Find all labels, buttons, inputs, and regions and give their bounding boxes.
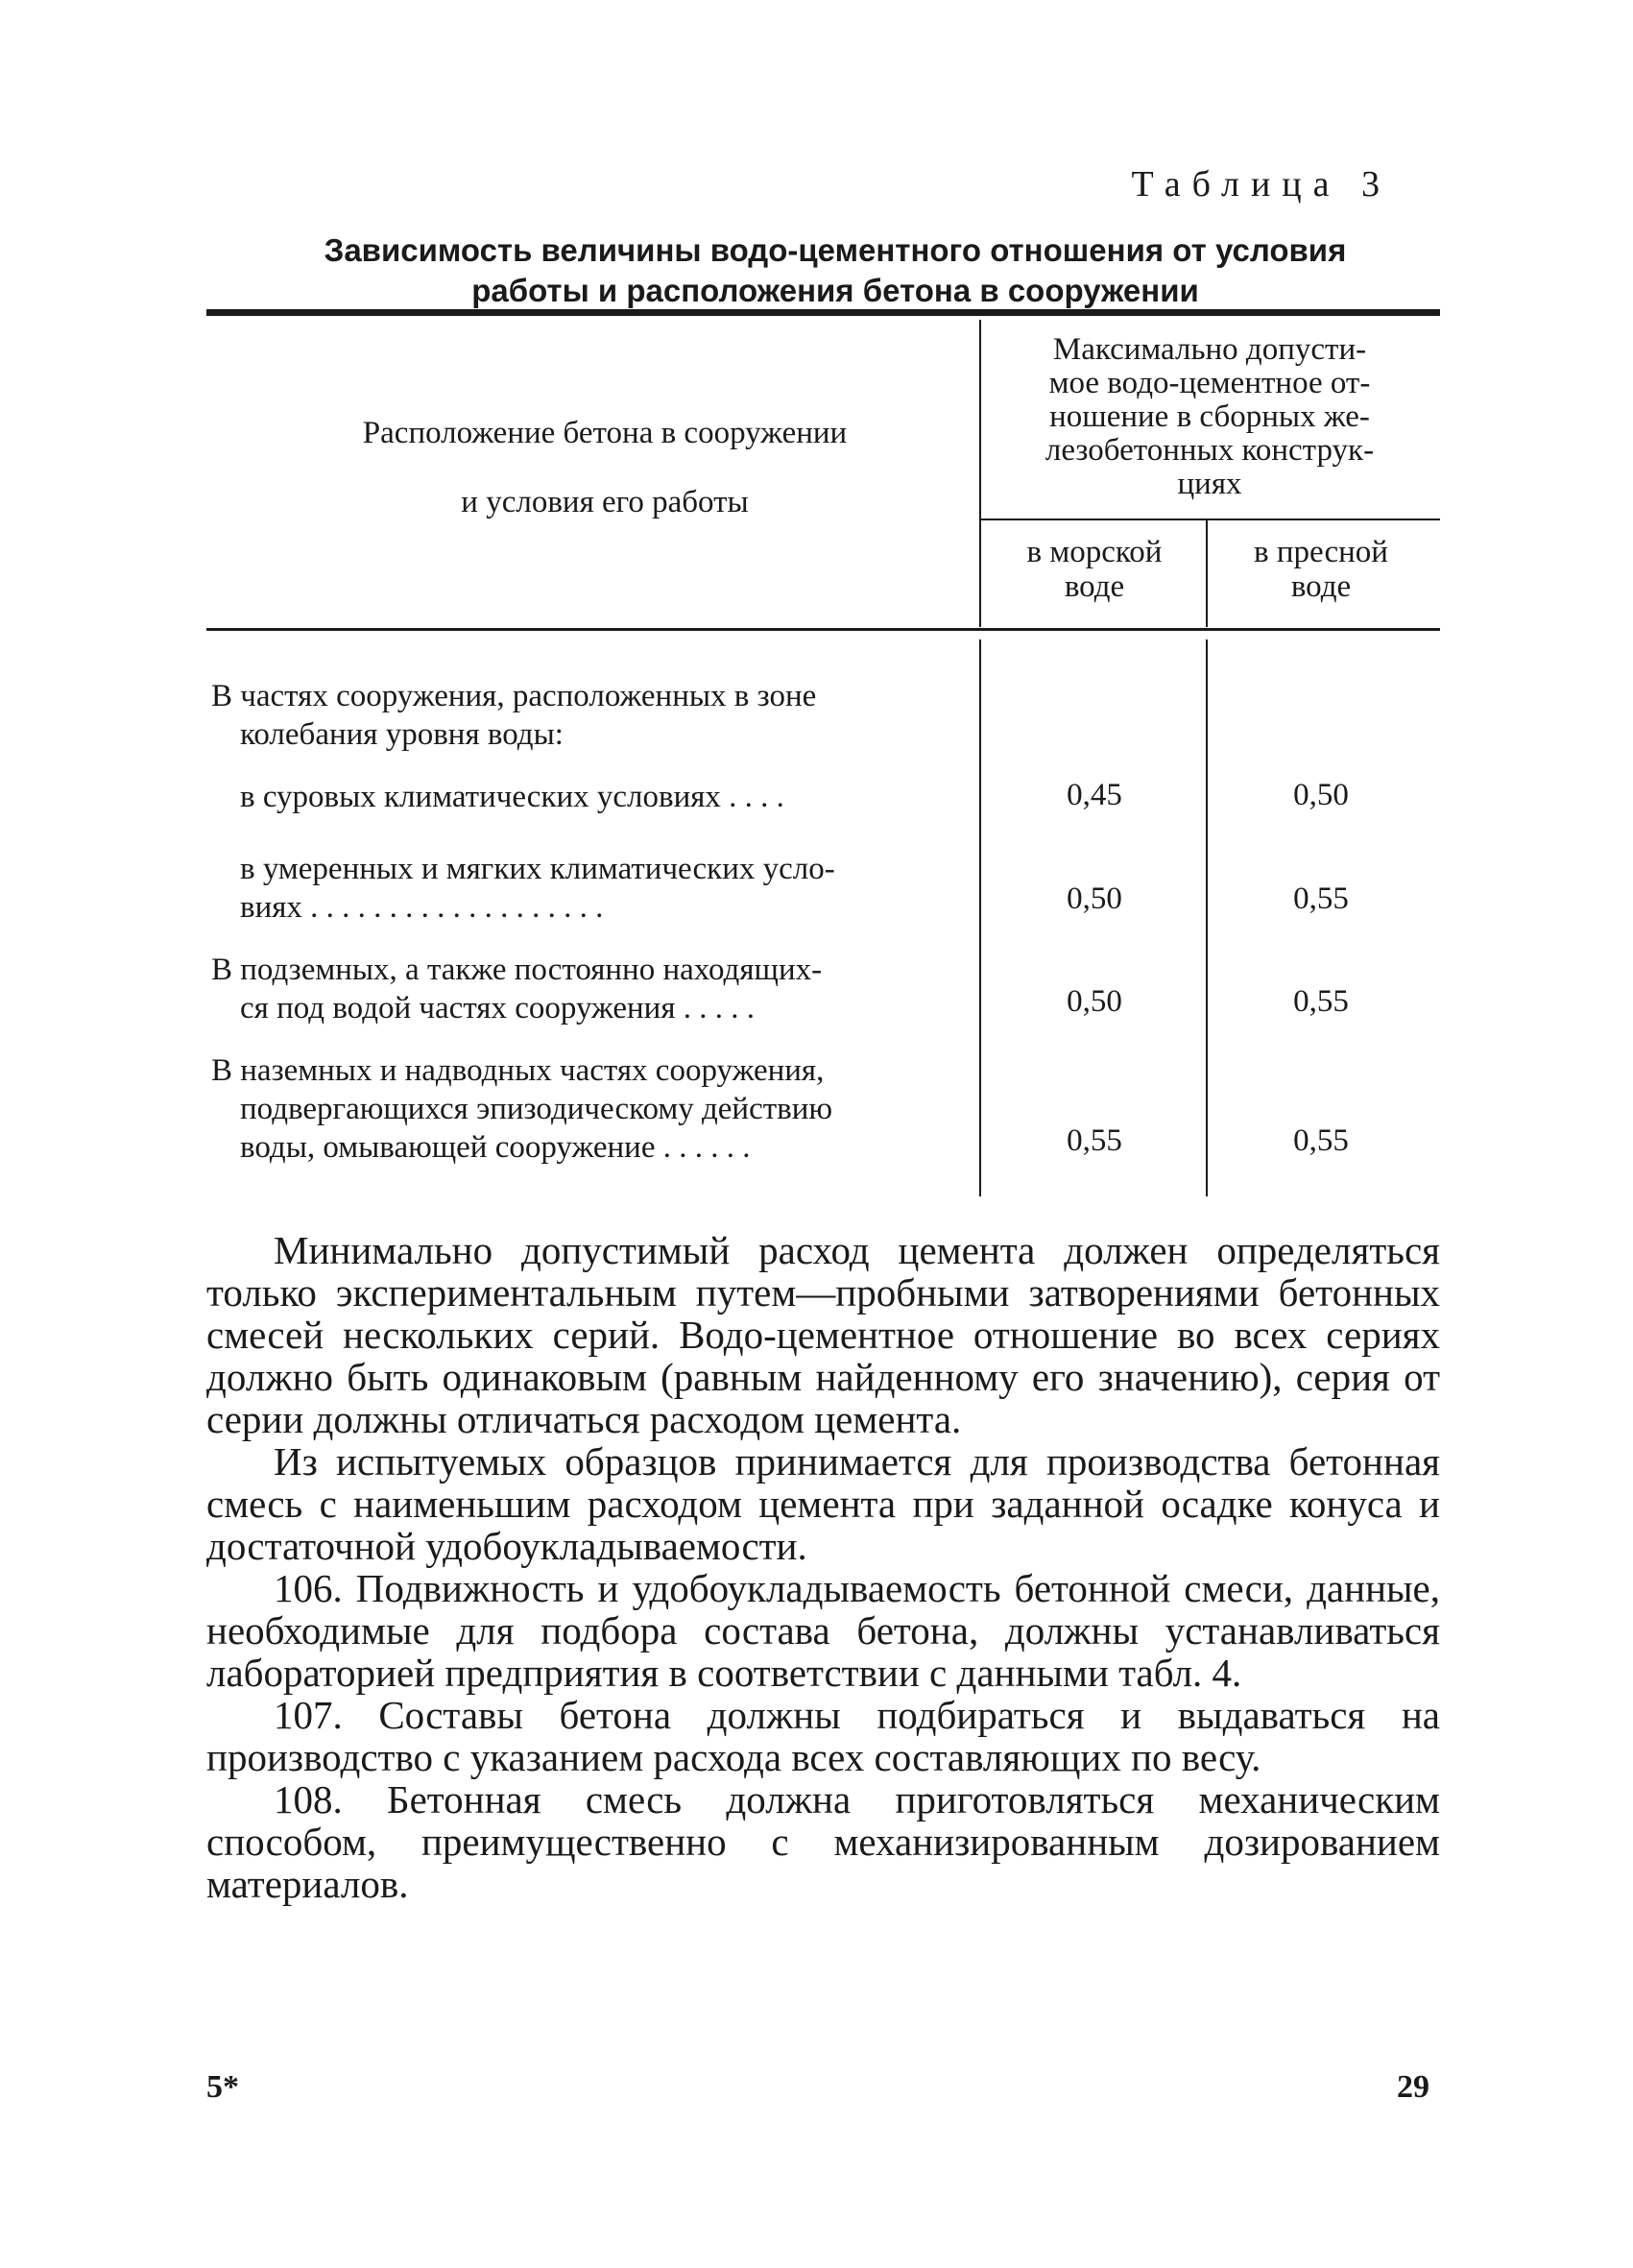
header-max-ratio-line: Максимально допусти- xyxy=(1052,332,1367,367)
header-max-ratio xyxy=(998,333,1421,501)
paragraph-min-cement: Минимально допустимый расход цемента должен определяться только экспериментальным путем—пробными затворениями бетонных смесей нескольких серий. Водо-цементное отношение во всех сериях должно быть одинаковым (равным найденному его значению), серия от серии должны отличаться расходом цемента. xyxy=(206,1228,1440,1441)
table-top-rule xyxy=(206,309,1440,316)
subheader-fresh-water xyxy=(1215,535,1427,604)
row-2-label-line-2: виях . . . . . . . . . . . . . . . . . . . xyxy=(240,890,604,925)
row-3-label-line-1: В подземных, а также постоянно находящих- xyxy=(211,953,823,987)
subheader-sea-line-1: в морской xyxy=(1026,535,1163,569)
header-max-ratio-line: ношение в сборных же- xyxy=(1049,399,1370,434)
signature-mark: 5* xyxy=(206,2069,239,2105)
subheader-sea-line-2: воде xyxy=(1064,569,1125,604)
caption-line-1: Зависимость величины водо-цементного отношения от условия xyxy=(324,232,1347,268)
subheader-fresh-line-2: воде xyxy=(1290,569,1352,604)
row-3-label-line-2: ся под водой частях сооружения . . . . . xyxy=(240,991,756,1025)
row-4-label-line-2: подвергающихся эпизодическому действию xyxy=(240,1092,833,1126)
paragraph-106: 106. Подвижность и удобоукладываемость бетонной смеси, данные, необходимые для подбора состава бетона, должны устанавливаться лабораторией предприятия в соответствии с данными табл. 4. xyxy=(206,1566,1440,1695)
table-caption xyxy=(259,230,1411,311)
row-4-label-line-3: воды, омывающей сооружение . . . . . . xyxy=(240,1130,751,1165)
row-4-label-line-1: В наземных и надводных частях сооружения, xyxy=(211,1053,825,1088)
subheader-rule xyxy=(979,519,1440,520)
table-row xyxy=(211,951,970,1027)
paragraph-107: 107. Составы бетона должны подбираться и выдаваться на производство с указанием расхода всех составляющих по весу. xyxy=(206,1693,1440,1779)
table-row xyxy=(211,778,998,816)
table-number: Таблица 3 xyxy=(1131,164,1391,205)
table-row xyxy=(211,1051,970,1167)
header-location-line-1: Расположение бетона в сооружении xyxy=(362,416,848,450)
table-row xyxy=(211,850,998,927)
header-max-ratio-line: лезобетонных конструк- xyxy=(1045,433,1375,468)
row-1-fresh-value: 0,50 xyxy=(1293,778,1349,812)
row-3-fresh-value: 0,55 xyxy=(1293,984,1349,1019)
header-max-ratio-line: циях xyxy=(1177,467,1242,501)
header-bottom-rule xyxy=(206,628,1440,631)
group-header-line-1: В частях сооружения, расположенных в зоне xyxy=(211,679,817,713)
header-location xyxy=(278,398,931,537)
row-1-label: в суровых климатических условиях . . . . xyxy=(240,780,784,814)
row-4-sea-value: 0,55 xyxy=(1067,1123,1122,1158)
paragraph-sample-selection: Из испытуемых образцов принимается для производства бетонная смесь с наименьшим расходом цемента при заданной осадке конуса и достаточной удобоукладываемости. xyxy=(206,1439,1440,1568)
group-header-line-2: колебания уровня воды: xyxy=(240,717,564,752)
group-header-tidal-zone xyxy=(211,677,970,754)
header-divider xyxy=(979,320,981,627)
row-2-label-line-1: в умеренных и мягких климатических усло- xyxy=(240,852,835,886)
row-2-sea-value: 0,50 xyxy=(1067,881,1122,916)
row-3-sea-value: 0,50 xyxy=(1067,984,1122,1019)
subheader-divider xyxy=(1206,520,1208,627)
page-number: 29 xyxy=(1397,2069,1429,2105)
subheader-sea-water xyxy=(989,535,1200,604)
row-1-sea-value: 0,45 xyxy=(1067,778,1122,812)
header-max-ratio-line: мое водо-цементное от- xyxy=(1048,366,1371,400)
body-text xyxy=(206,1229,1440,1905)
subheader-fresh-line-1: в пресной xyxy=(1254,535,1388,569)
row-2-fresh-value: 0,55 xyxy=(1293,881,1349,916)
paragraph-108: 108. Бетонная смесь должна приготовляться механическим способом, преимущественно с механизированным дозированием материалов. xyxy=(206,1777,1440,1906)
body-divider-right xyxy=(1206,639,1208,1196)
row-4-fresh-value: 0,55 xyxy=(1293,1123,1349,1158)
caption-line-2: работы и расположения бетона в сооружении xyxy=(471,273,1199,308)
header-location-line-2: и условия его работы xyxy=(461,485,749,519)
